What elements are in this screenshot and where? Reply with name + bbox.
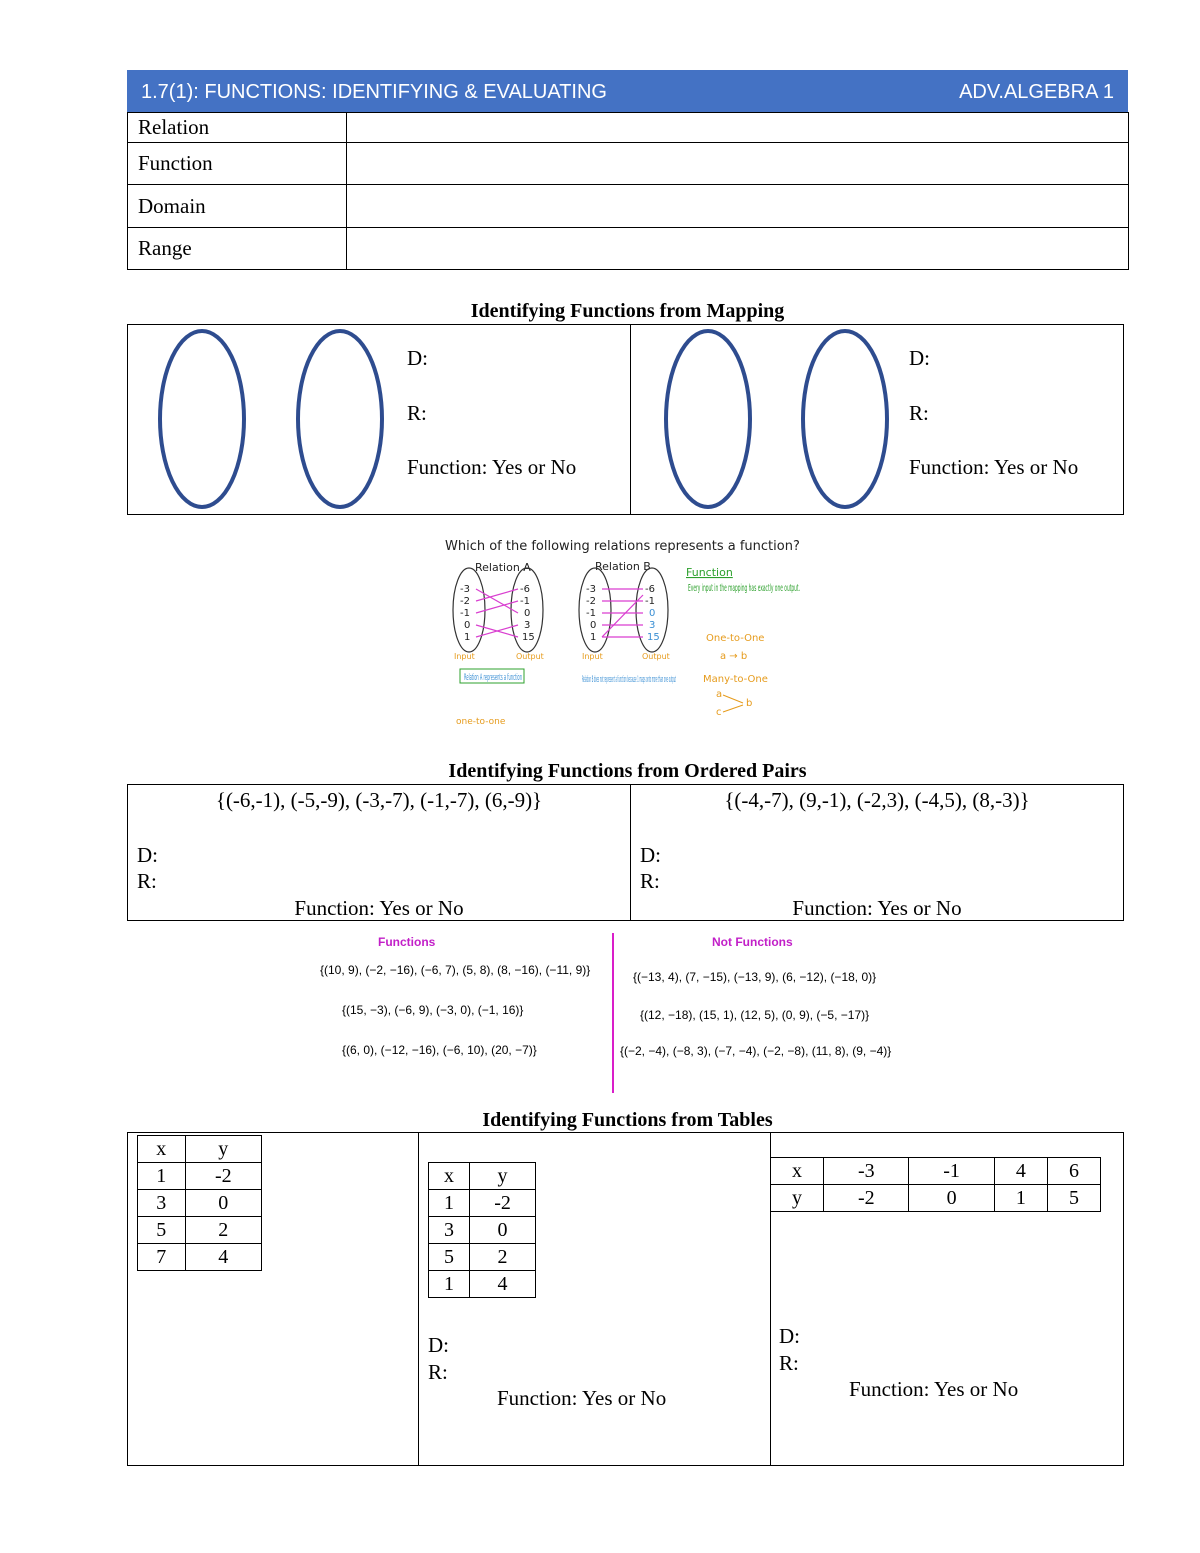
table-cell: 1 [429, 1190, 470, 1217]
examples-divider [612, 933, 614, 1093]
table-cell: 0 [470, 1217, 536, 1244]
table-cell: -2 [824, 1185, 909, 1212]
mapping-2-output-oval [803, 331, 887, 507]
a-arrow-3 [476, 601, 518, 613]
ordered-pairs-set-1: {(-6,-1), (-5,-9), (-3,-7), (-1,-7), (6,-9)} [215, 788, 543, 812]
tables-3-domain-label: D: [779, 1324, 800, 1348]
table-cell: 6 [1047, 1158, 1100, 1185]
function-definition: Every input in the mapping has exactly one output. [688, 583, 800, 594]
mapping-section-title: Identifying Functions from Mapping [470, 300, 785, 322]
ordered-pairs-2-function-label: Function: Yes or No [792, 896, 962, 920]
table-2-head-x: x [429, 1163, 470, 1190]
function-title: Function [686, 566, 733, 579]
mapping-2-domain-label: D: [909, 346, 930, 370]
many-a: a [716, 689, 723, 700]
b-out-4: 3 [649, 620, 656, 631]
one-to-one-label: One-to-One [706, 633, 765, 644]
ordered-pairs-2-domain-label: D: [640, 843, 661, 867]
relation-a-note-sub: one-to-one [456, 717, 506, 727]
vocab-range: Range [128, 228, 347, 270]
table-cell: 1 [429, 1271, 470, 1298]
a-in-3: -1 [460, 608, 470, 619]
table-cell: 2 [185, 1217, 261, 1244]
mapping-1-function-label: Function: Yes or No [407, 455, 577, 479]
table-cell: 5 [1047, 1185, 1100, 1212]
b-in-4: 0 [590, 620, 597, 631]
example-mapping-figure [440, 535, 810, 740]
ordered-pairs-2-range-label: R: [640, 869, 660, 893]
example-question: Which of the following relations represents a function? [445, 539, 800, 554]
a-in-4: 0 [464, 620, 471, 631]
mapping-1-domain-label: D: [407, 346, 428, 370]
tables-3-range-label: R: [779, 1351, 799, 1375]
vocab-function: Function [128, 143, 347, 185]
table-cell: 4 [185, 1244, 261, 1271]
vocab-domain-answer[interactable] [347, 185, 1129, 228]
vocab-relation: Relation [128, 113, 347, 143]
tables-2-range-label: R: [428, 1360, 448, 1384]
vocab-relation-answer[interactable] [347, 113, 1129, 143]
table-1 [137, 1135, 262, 1271]
table-1-head-x: x [138, 1136, 186, 1163]
b-out-2: -1 [645, 596, 655, 607]
table-cell: 1 [994, 1185, 1047, 1212]
b-output-label: Output [642, 652, 670, 661]
table-cell: 3 [429, 1217, 470, 1244]
table-cell: 0 [185, 1190, 261, 1217]
tables-3-function-label: Function: Yes or No [849, 1377, 1019, 1401]
table-cell: 0 [909, 1185, 994, 1212]
not-function-example-3: {(−2, −4), (−8, 3), (−7, −4), (−2, −8), (11, 8), (9, −4)} [620, 1044, 892, 1058]
relation-a-note: Relation A represents a function [464, 673, 522, 683]
course-name: ADV.ALGEBRA 1 [959, 81, 1114, 103]
table-cell: 3 [138, 1190, 186, 1217]
tables-section-title: Identifying Functions from Tables [482, 1109, 773, 1131]
many-c: c [716, 707, 722, 718]
b-in-3: -1 [586, 608, 596, 619]
ordered-pairs-section-title: Identifying Functions from Ordered Pairs [448, 760, 807, 782]
a-out-4: 3 [524, 620, 531, 631]
table-cell: -2 [470, 1190, 536, 1217]
table-cell: 1 [138, 1163, 186, 1190]
b-input-label: Input [582, 652, 603, 661]
mapping-1-range-label: R: [407, 401, 427, 425]
ordered-pairs-set-2: {(-4,-7), (9,-1), (-2,3), (-4,5), (8,-3)} [724, 788, 1030, 812]
functions-heading: Functions [378, 935, 436, 949]
table-cell: -2 [185, 1163, 261, 1190]
function-example-1: {(10, 9), (−2, −16), (−6, 7), (5, 8), (8, −16), (−11, 9)} [320, 963, 591, 977]
a-out-2: -1 [520, 596, 530, 607]
b-out-5: 15 [647, 632, 660, 643]
not-function-example-2: {(12, −18), (15, 1), (12, 5), (0, 9), (−5, −17)} [640, 1008, 870, 1022]
one-to-one-example: a → b [720, 651, 748, 662]
table-cell: 5 [138, 1217, 186, 1244]
relation-b-note: Relation B does not represent a function because 1 maps onto more than one output [582, 675, 677, 685]
vocab-domain: Domain [128, 185, 347, 228]
mapping-1-input-oval [160, 331, 244, 507]
many-b: b [746, 698, 753, 709]
function-example-3: {(6, 0), (−12, −16), (−6, 10), (20, −7)} [342, 1043, 537, 1057]
a-out-3: 0 [524, 608, 531, 619]
table-cell: 4 [470, 1271, 536, 1298]
vocab-function-answer[interactable] [347, 143, 1129, 185]
a-out-5: 15 [522, 632, 535, 643]
table-3-y-label: y [771, 1185, 824, 1212]
a-out-1: -6 [520, 584, 530, 595]
mapping-2-function-label: Function: Yes or No [909, 455, 1079, 479]
many-to-one-arrows [723, 695, 743, 712]
b-in-1: -3 [586, 584, 596, 595]
table-1-head-y: y [185, 1136, 261, 1163]
mapping-2-range-label: R: [909, 401, 929, 425]
mapping-2-input-oval [666, 331, 750, 507]
not-function-example-1: {(−13, 4), (7, −15), (−13, 9), (6, −12), (−18, 0)} [633, 970, 877, 984]
a-in-2: -2 [460, 596, 470, 607]
b-out-1: -6 [645, 584, 655, 595]
table-cell: 5 [429, 1244, 470, 1271]
a-in-5: 1 [464, 632, 471, 643]
many-to-one-label: Many-to-One [703, 674, 768, 685]
table-3-x-label: x [771, 1158, 824, 1185]
table-cell: 7 [138, 1244, 186, 1271]
table-2 [428, 1162, 536, 1298]
a-in-1: -3 [460, 584, 470, 595]
a-input-label: Input [454, 652, 475, 661]
b-out-3: 0 [649, 608, 656, 619]
mapping-ovals [127, 324, 1124, 515]
table-3 [770, 1157, 1101, 1212]
table-cell: 2 [470, 1244, 536, 1271]
ordered-pairs-1-domain-label: D: [137, 843, 158, 867]
table-cell: 4 [994, 1158, 1047, 1185]
function-example-2: {(15, −3), (−6, 9), (−3, 0), (−1, 16)} [342, 1003, 524, 1017]
b-in-2: -2 [586, 596, 596, 607]
vocab-range-answer[interactable] [347, 228, 1129, 270]
mapping-1-output-oval [298, 331, 382, 507]
b-in-5: 1 [590, 632, 597, 643]
not-functions-heading: Not Functions [712, 935, 793, 949]
table-2-head-y: y [470, 1163, 536, 1190]
table-cell: -3 [824, 1158, 909, 1185]
table-cell: -1 [909, 1158, 994, 1185]
a-output-label: Output [516, 652, 544, 661]
relation-b-title: Relation B [595, 560, 651, 573]
ordered-pairs-1-range-label: R: [137, 869, 157, 893]
vocabulary-table [127, 112, 1129, 270]
tables-2-domain-label: D: [428, 1333, 449, 1357]
worksheet-title: 1.7(1): FUNCTIONS: IDENTIFYING & EVALUATING [141, 81, 607, 103]
header-bar [127, 70, 1128, 112]
ordered-pairs-1-function-label: Function: Yes or No [294, 896, 464, 920]
tables-2-function-label: Function: Yes or No [497, 1386, 667, 1410]
relation-a-title: Relation A [475, 561, 531, 574]
